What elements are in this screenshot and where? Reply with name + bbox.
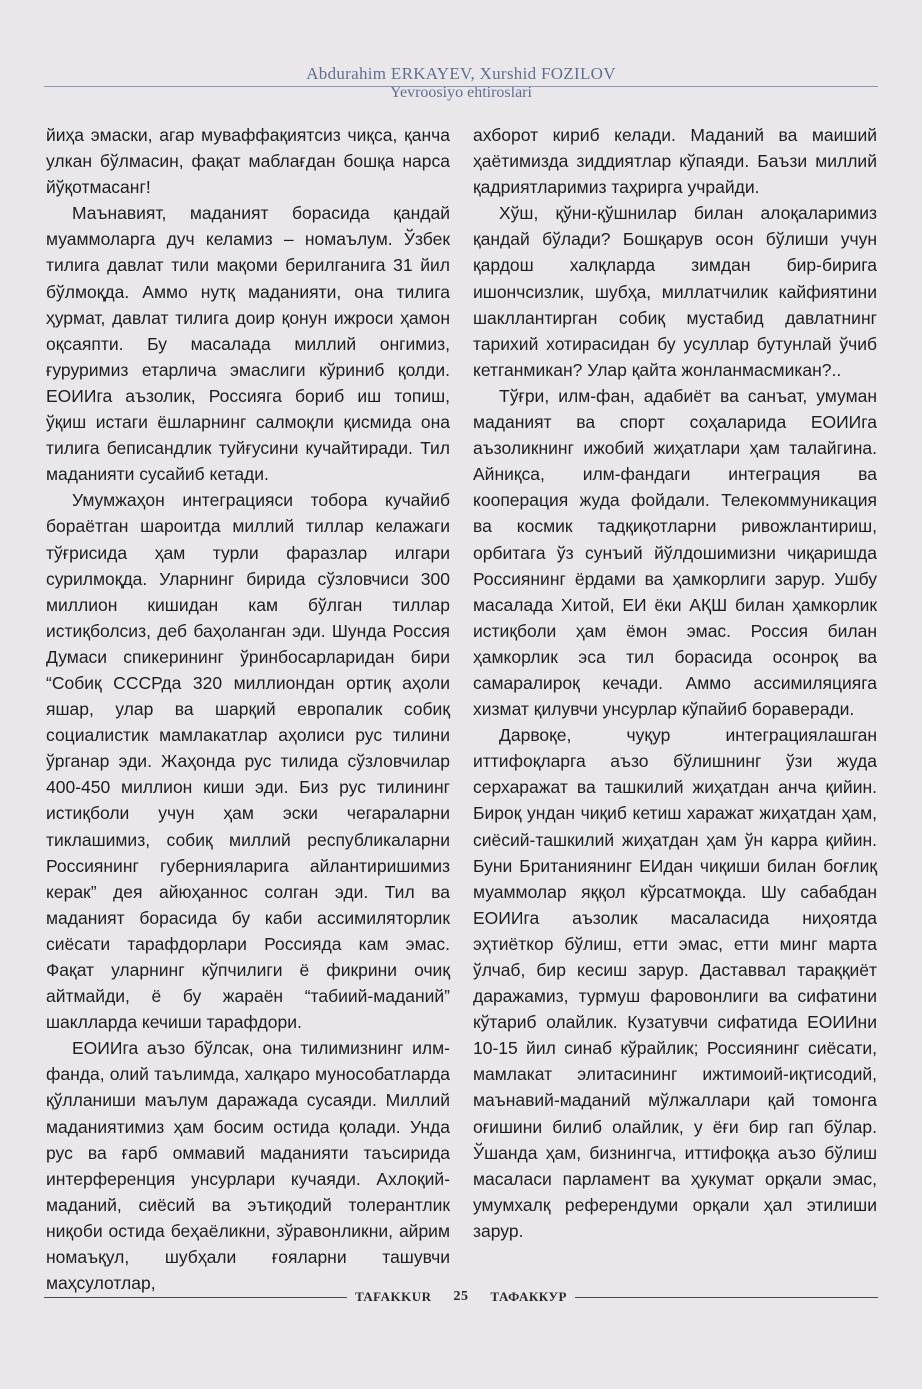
paragraph: Маънавият, маданият борасида қандай муаммоларга дуч келамиз – номаълум. Ўзбек тилига давлат тили мақоми берилганига 31 йил бўлмоқда. Аммо нутқ маданияти, она тилига ҳурмат, давлат тилига доир қонун ижроси ҳамон оқсаяпти. Бу масалада миллий онгимиз, ғуруримиз етарлича эмаслиги кўриниб қолди. ЕОИИга аъзолик, Россияга бориб иш топиш, ўқиш истаги ёшларнинг салмоқли қисмида она тилига беписандлик туйғусини кучайтиради. Тил маданияти сусайиб кетади. (46, 203, 450, 485)
header-subtitle: Yevroosiyo ehtiroslari (390, 84, 532, 101)
paragraph: Дарвоқе, чуқур интеграциялашган иттифоқларга аъзо бўлишнинг ўзи жуда серхаражат ва ташкилий жиҳатдан анча қийин. Бироқ ундан чиқиб кетиш харажат жиҳатдан ҳам, сиёсий-ташкилий жиҳатдан ҳам ўн карра қийин. Буни Британиянинг ЕИдан чиқиши билан боғлиқ муаммолар яққол кўрсатмоқда. Шу сабабдан ЕОИИга аъзолик масаласида ниҳоятда эҳтиёткор бўлиш, етти эмас, етти минг марта ўлчаб, бир кесиш зарур. Даставвал тараққиёт даражамиз, турмуш фаровонлиги ва сифатини кўтариб олайлик. Кузатувчи сифатида ЕОИИни 10-15 йил синаб кўрайлик; Россиянинг сиёсати, мамлакат элитасининг ижтимоий-иқтисодий, маънавий-маданий мўлжаллари қай томонга оғишини билиб олайлик, у ёғи бир гап бўлар. Ўшанда ҳам, бизнингча, иттифоққа аъзо бўлиш масаласи парламент ва ҳукумат орқали эмас, умумхалқ референдуми орқали ҳал этилиши зарур. (473, 725, 877, 1241)
footer-rule-right (575, 1297, 878, 1298)
right-text-column (473, 122, 877, 1244)
footer-journal-cyrillic: ТАФАККУР (490, 1289, 567, 1304)
paragraph: йиҳа эмаски, агар муваффақиятсиз чиқса, қанча улкан бўлмасин, фақат маблағдан бошқа нарса йўқотмасанг! (46, 125, 450, 198)
left-text-column (46, 122, 450, 1296)
paragraph: Тўғри, илм-фан, адабиёт ва санъат, умуман маданият ва спорт соҳаларида ЕОИИга аъзоликнинг ижобий жиҳатлари ҳам талайгина. Айниқса, илм-фандаги интеграция ва кооперация жуда фойдали. Телекоммуникация ва космик тадқиқотларни ривожлантириш, орбитага ўз сунъий йўлдошимизни чиқаришда Россиянинг ёрдами ва ҳамкорлиги зарур. Ушбу масалада Хитой, ЕИ ёки АҚШ билан ҳамкорлик истиқболи ҳам ёмон эмас. Россия билан ҳамкорлик эса тил борасида осонроқ ва самаралироқ кечади. Аммо ассимиляцияга хизмат қилувчи унсурлар кўпайиб бораверади. (473, 385, 877, 720)
running-header (44, 64, 878, 102)
paragraph: ахборот кириб келади. Маданий ва маиший ҳаётимизда зиддиятлар кўпаяди. Баъзи миллий қадриятларимиз таҳрирга учрайди. (473, 125, 877, 198)
header-divider (44, 86, 878, 87)
paragraph: Хўш, қўни-қўшнилар билан алоқаларимиз қандай бўлади? Бошқарув осон бўлиши учун қардош халқларда зимдан бир-бирига ишончсизлик, шубҳа, миллатчилик кайфиятини шакллантирган собиқ мустабид давлатнинг тарихий хотирасидан бу усуллар бутунлай ўчиб кетганмикан? Улар қайта жонланмасмикан?.. (473, 203, 877, 380)
paragraph: Умумжаҳон интеграцияси тобора кучайиб бораётган шароитда миллий тиллар келажаги тўғрисида ҳам турли фаразлар илгари сурилмоқда. Уларнинг бирида сўзловчиси 300 миллион кишидан кам бўлган тиллар истиқболсиз, деб баҳоланган эди. Шунда Россия Думаси спикерининг ўринбосарларидан бири “Собиқ СССРда 320 миллиондан ортиқ аҳоли яшар, улар ва шарқий европалик собиқ социалистик мамлакатлар аҳолиси рус тилини ўрганар эди. Жаҳонда рус тилида сўзловчилар 400-450 миллион киши эди. Биз рус тилининг истиқболи учун ҳам эски чегараларни тиклашимиз, собиқ миллий республикаларни Россиянинг губернияларига айлантиришимиз керак” дея айюҳаннос солган эди. Тил ва маданият борасида бу каби ассимиляторлик сиёсати тарафдорлари Россияда кам эмас. Фақат уларнинг кўпчилиги ё фикрини очиқ айтмайди, ё бу жараён “табиий-маданий” шаклларда кечиши тарафдори. (46, 490, 450, 1033)
page-footer (44, 1289, 878, 1305)
footer-rule-left (44, 1297, 347, 1298)
paragraph: ЕОИИга аъзо бўлсак, она тилимизнинг илм-фанда, олий таълимда, халқаро мунособатларда қўлланиши маълум даражада сусаяди. Миллий маданиятимиз ҳам босим остида қолади. Унда рус ва ғарб оммавий маданияти таъсирида интерференция унсурлари кучаяди. Ахлоқий-маданий, сиёсий ва эътиқодий толерантлик ниқоби остида беҳаёликни, зўравонликни, айрим номаъқул, шубҳали ғояларни ташувчи маҳсулотлар, (46, 1038, 450, 1294)
footer-journal-latin: TAFAKKUR (355, 1289, 432, 1304)
page-number: 25 (453, 1289, 469, 1304)
header-authors: Abdurahim ERKAYEV, Xurshid FOZILOV (306, 64, 616, 83)
